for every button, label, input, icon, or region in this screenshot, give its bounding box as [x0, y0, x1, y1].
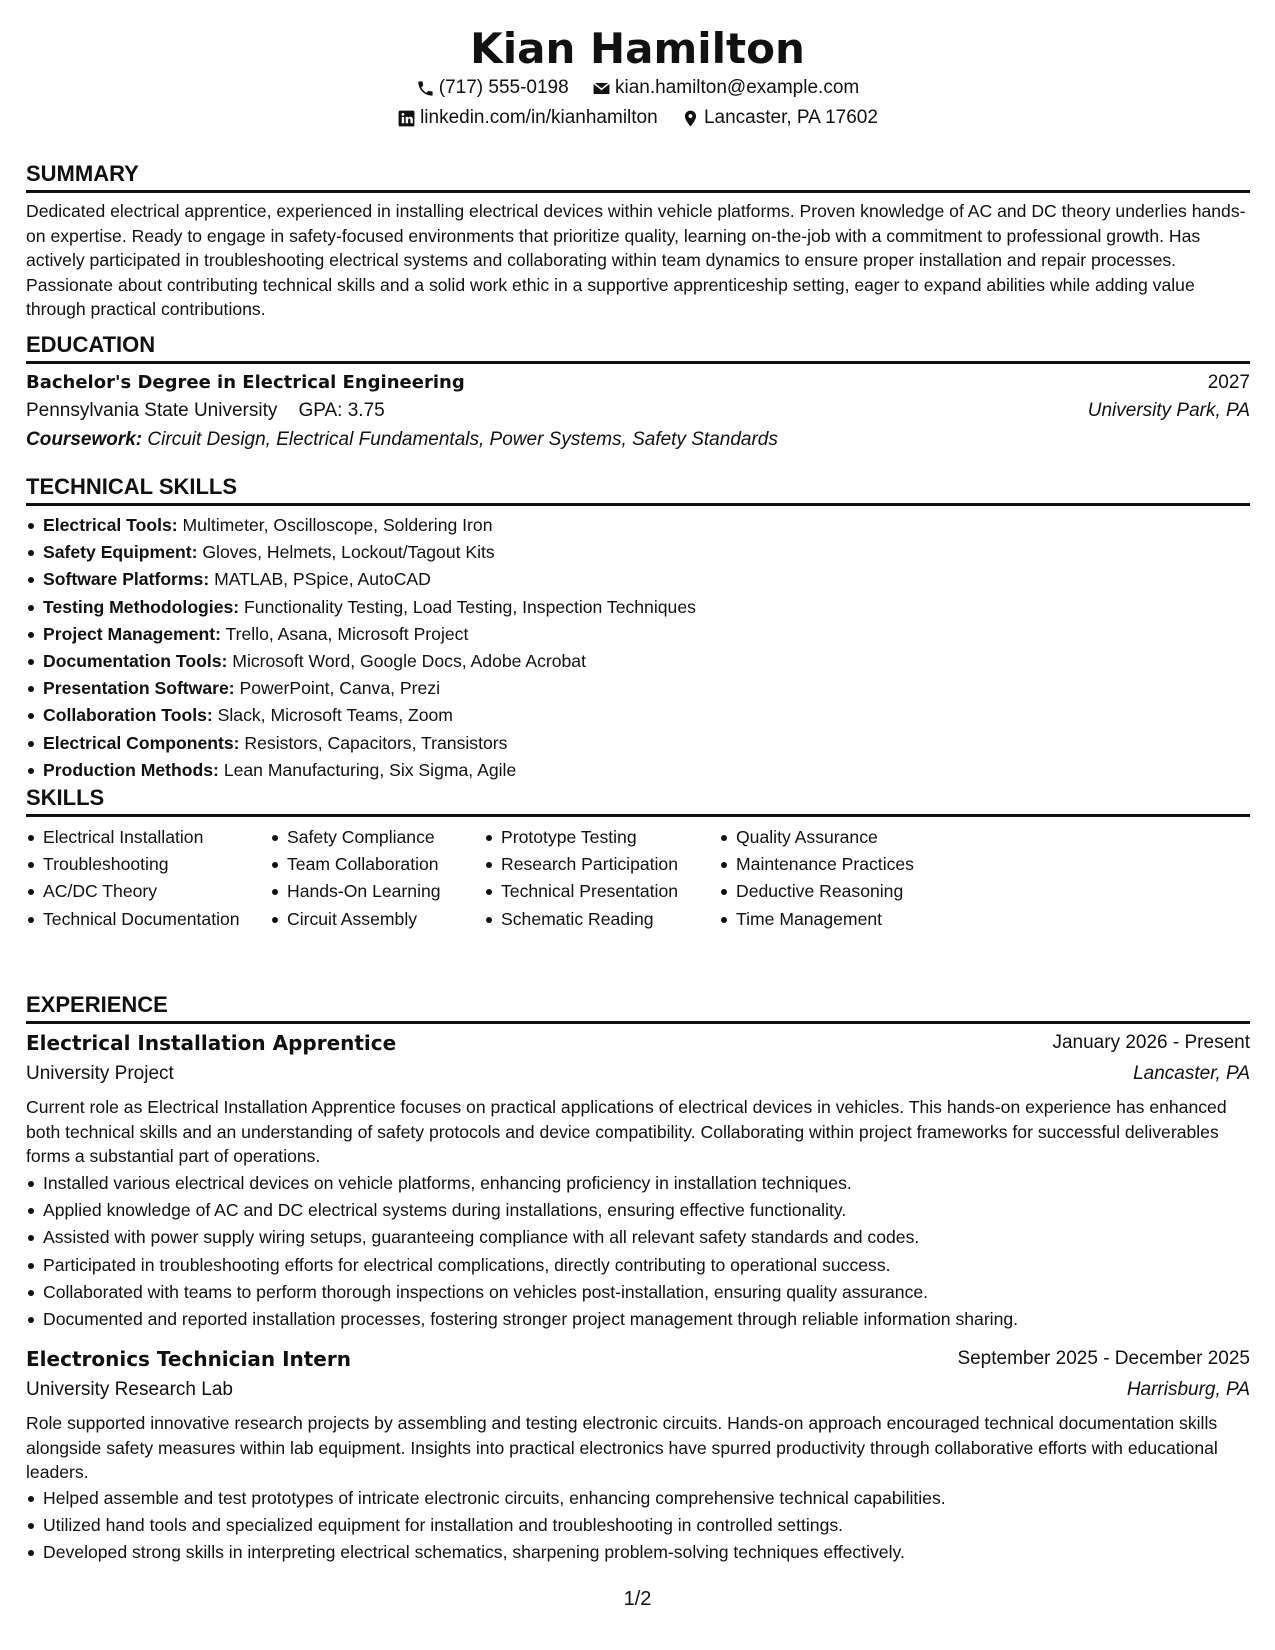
skill-values: Functionality Testing, Load Testing, Inspection Techniques: [244, 596, 696, 617]
job-header-row: [26, 1345, 1250, 1373]
job-title: Electronics Technician Intern: [26, 1347, 351, 1371]
list-item: Maintenance Practices: [719, 851, 914, 878]
list-item: [26, 566, 696, 593]
coursework-line: [26, 426, 778, 454]
skill-values: Gloves, Helmets, Lockout/Tagout Kits: [202, 542, 495, 563]
job-org-row: [26, 1060, 1250, 1088]
coursework-label: Coursework:: [26, 429, 143, 450]
technical-skills-list: [26, 512, 696, 784]
skill-category: Software Platforms:: [43, 569, 210, 590]
job-header-row: [26, 1029, 1250, 1057]
job-organization: University Project: [26, 1063, 174, 1084]
list-item: [26, 512, 696, 539]
list-item: [26, 648, 696, 675]
graduation-year: 2027: [1207, 372, 1250, 393]
section-divider: [26, 503, 1250, 506]
linkedin-icon: [397, 109, 416, 128]
list-item: Safety Compliance: [270, 824, 441, 851]
list-item: [26, 757, 696, 784]
list-item: Deductive Reasoning: [719, 878, 914, 905]
list-item: [26, 621, 696, 648]
email-contact[interactable]: [592, 75, 859, 101]
linkedin-contact[interactable]: [397, 105, 658, 131]
list-item: [26, 730, 696, 757]
candidate-name: Kian Hamilton: [470, 24, 805, 73]
list-item: Collaborated with teams to perform thorough inspections on vehicles post-installation, ensuring quality assurance.: [26, 1279, 1018, 1306]
phone-text: (717) 555-0198: [438, 77, 569, 98]
skill-category: Electrical Components:: [43, 732, 240, 753]
skills-column-2: [270, 824, 441, 933]
skill-values: Microsoft Word, Google Docs, Adobe Acrobat: [232, 651, 586, 672]
job-organization: University Research Lab: [26, 1379, 233, 1400]
list-item: Prototype Testing: [484, 824, 678, 851]
summary-text: Dedicated electrical apprentice, experienced in installing electrical devices within vehicle platforms. Proven knowledge of AC and DC theory underlies hands-on expertise. Ready to engage in safety-focused environments that prioritize quality, learning on-the-job with a commitment to professional growth. Has actively participated in troubleshooting electrical systems and collaborating within team dynamics to ensure proper installation and repair processes. Passionate about contributing technical skills and a solid work ethic in a supportive apprenticeship setting, eager to expand abilities while adding value through practical contributions.: [26, 201, 1246, 320]
skill-values: Multimeter, Oscilloscope, Soldering Iron: [182, 515, 493, 535]
list-item: Developed strong skills in interpreting electrical schematics, sharpening problem-solving techniques effectively.: [26, 1539, 946, 1566]
job-org-row: [26, 1376, 1250, 1404]
skills-column-4: [719, 824, 914, 933]
skill-values: MATLAB, PSpice, AutoCAD: [214, 569, 431, 590]
map-pin-icon: [681, 109, 700, 128]
list-item: Troubleshooting: [26, 851, 240, 878]
coursework-row: [26, 426, 1250, 454]
list-item: Quality Assurance: [719, 824, 914, 851]
skill-category: Production Methods:: [43, 759, 219, 780]
school-location: University Park, PA: [1087, 400, 1250, 421]
list-item: Electrical Installation: [26, 824, 240, 851]
section-divider: [26, 814, 1250, 817]
list-item: Technical Documentation: [26, 906, 240, 933]
coursework-list: Circuit Design, Electrical Fundamentals, Power Systems, Safety Standards: [147, 429, 778, 450]
linkedin-text[interactable]: linkedin.com/in/kianhamilton: [420, 107, 658, 128]
list-item: Time Management: [719, 906, 914, 933]
skill-values: Lean Manufacturing, Six Sigma, Agile: [223, 759, 517, 780]
list-item: Participated in troubleshooting efforts for electrical complications, directly contributing to operational success.: [26, 1252, 1018, 1279]
degree-title: Bachelor's Degree in Electrical Engineering: [26, 372, 465, 393]
list-item: [26, 702, 696, 729]
education-degree-row: [26, 369, 1250, 397]
job-summary: Role supported innovative research projects by assembling and testing electronic circuits. Hands-on approach encouraged technical documentation skills alongside safety measures within lab equipment. Insights into practical electronics have spurred productivity through collaborative efforts with educational leaders.: [26, 1413, 1218, 1483]
school-name: Pennsylvania State University: [26, 400, 278, 421]
skill-category: Documentation Tools:: [43, 651, 228, 672]
skill-category: Testing Methodologies:: [43, 596, 240, 617]
skill-category: Safety Equipment:: [43, 542, 198, 563]
skills-heading: SKILLS: [26, 785, 105, 810]
school-info: [26, 397, 385, 425]
list-item: Installed various electrical devices on vehicle platforms, enhancing proficiency in installation techniques.: [26, 1170, 1018, 1197]
location-contact: [681, 105, 878, 131]
skill-category: Project Management:: [43, 623, 221, 644]
job-bullets: [26, 1170, 1018, 1333]
education-heading: EDUCATION: [26, 332, 156, 357]
education-school-row: [26, 397, 1250, 425]
skill-category: Electrical Tools:: [43, 515, 178, 535]
section-divider: [26, 361, 1250, 364]
list-item: Utilized hand tools and specialized equipment for installation and troubleshooting in controlled settings.: [26, 1512, 946, 1539]
skill-category: Presentation Software:: [43, 678, 235, 699]
gpa: GPA: 3.75: [298, 400, 385, 421]
list-item: Hands-On Learning: [270, 878, 441, 905]
job-bullets: [26, 1485, 946, 1567]
skill-values: PowerPoint, Canva, Prezi: [239, 678, 440, 699]
list-item: [26, 539, 696, 566]
list-item: AC/DC Theory: [26, 878, 240, 905]
list-item: Helped assemble and test prototypes of intricate electronic circuits, enhancing comprehensive technical capabilities.: [26, 1485, 946, 1512]
location-text: Lancaster, PA 17602: [703, 107, 878, 128]
job-dates: January 2026 - Present: [1052, 1032, 1250, 1053]
section-divider: [26, 190, 1250, 193]
section-divider: [26, 1021, 1250, 1024]
list-item: Documented and reported installation processes, fostering stronger project management through reliable information sharing.: [26, 1306, 1018, 1333]
page-number: 1/2: [623, 1588, 652, 1610]
skills-column-3: [484, 824, 678, 933]
skills-column-1: [26, 824, 240, 933]
job-title: Electrical Installation Apprentice: [26, 1031, 397, 1055]
job-summary: Current role as Electrical Installation Apprentice focuses on practical applications of electrical devices in vehicles. This hands-on experience has enhanced both technical skills and an understanding of safety protocols and device compatibility. Collaborating within project frameworks for successful deliverables forms a substantial part of operations.: [26, 1097, 1227, 1167]
job-dates: September 2025 - December 2025: [957, 1348, 1250, 1369]
skill-values: Resistors, Capacitors, Transistors: [244, 732, 508, 753]
list-item: [26, 594, 696, 621]
technical-skills-heading: TECHNICAL SKILLS: [26, 474, 238, 499]
job-location: Harrisburg, PA: [1126, 1379, 1250, 1400]
phone-icon: [416, 79, 435, 98]
list-item: Schematic Reading: [484, 906, 678, 933]
phone-contact: [416, 75, 569, 101]
skill-values: Trello, Asana, Microsoft Project: [225, 623, 469, 644]
list-item: Assisted with power supply wiring setups, guaranteeing compliance with all relevant safety standards and codes.: [26, 1224, 1018, 1251]
list-item: Circuit Assembly: [270, 906, 441, 933]
list-item: Team Collaboration: [270, 851, 441, 878]
email-text[interactable]: kian.hamilton@example.com: [614, 77, 860, 98]
list-item: Technical Presentation: [484, 878, 678, 905]
contact-row-2: [0, 105, 1275, 136]
job-location: Lancaster, PA: [1133, 1063, 1250, 1084]
contact-row-1: [0, 75, 1275, 106]
summary-heading: SUMMARY: [26, 161, 139, 186]
experience-heading: EXPERIENCE: [26, 992, 168, 1017]
skill-values: Slack, Microsoft Teams, Zoom: [217, 705, 453, 726]
list-item: Applied knowledge of AC and DC electrical systems during installations, ensuring effective functionality.: [26, 1197, 1018, 1224]
skill-category: Collaboration Tools:: [43, 705, 213, 726]
list-item: [26, 675, 696, 702]
list-item: Research Participation: [484, 851, 678, 878]
envelope-icon: [592, 79, 611, 98]
